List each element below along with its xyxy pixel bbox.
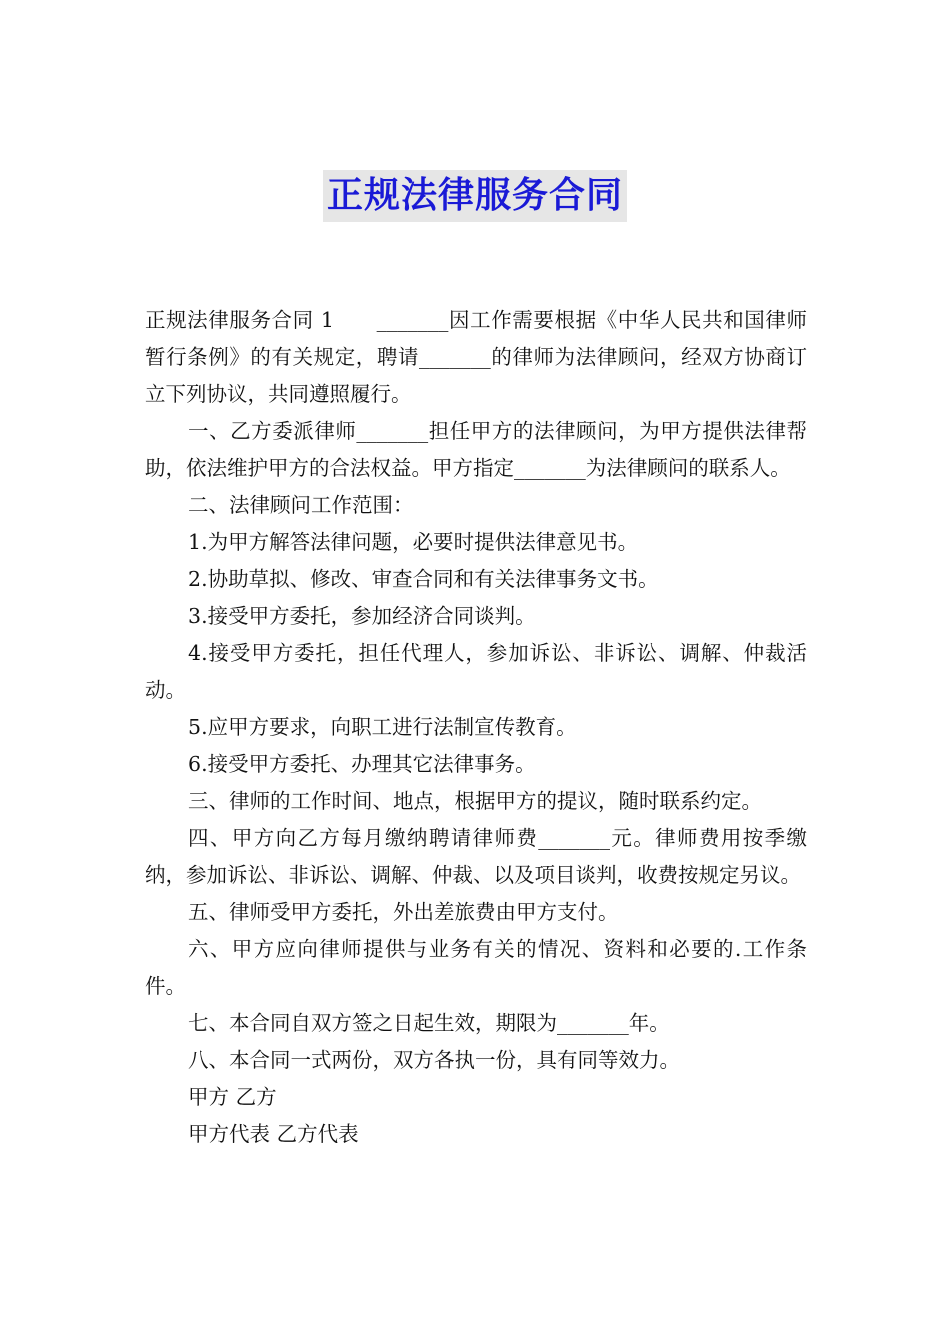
paragraph-clause-5: 五、律师受甲方委托，外出差旅费由甲方支付。	[188, 900, 619, 924]
paragraph-scope-4: 4.接受甲方委托，担任代理人，参加诉讼、非诉讼、调解、仲裁活动。	[145, 641, 807, 702]
paragraph-clause-4: 四、甲方向乙方每月缴纳聘请律师费_______元。律师费用按季缴纳，参加诉讼、非诉讼、调解、仲裁、以及项目谈判，收费按规定另议。	[145, 826, 807, 887]
paragraph-clause-7: 七、本合同自双方签之日起生效，期限为_______年。	[188, 1011, 670, 1035]
document-title: 正规法律服务合同	[323, 170, 627, 222]
title-container	[0, 170, 950, 222]
paragraph-scope-3: 3.接受甲方委托，参加经济合同谈判。	[188, 604, 536, 628]
paragraph-scope-5: 5.应甲方要求，向职工进行法制宣传教育。	[188, 715, 577, 739]
paragraph-clause-6: 六、甲方应向律师提供与业务有关的情况、资料和必要的.工作条件。	[145, 937, 807, 998]
paragraph-scope-1: 1.为甲方解答法律问题，必要时提供法律意见书。	[188, 530, 639, 554]
document-body	[145, 302, 807, 1153]
paragraph-parties: 甲方 乙方	[188, 1085, 277, 1109]
paragraph-clause-8: 八、本合同一式两份，双方各执一份，具有同等效力。	[188, 1048, 681, 1072]
paragraph-scope-2: 2.协助草拟、修改、审查合同和有关法律事务文书。	[188, 567, 659, 591]
paragraph-clause-3: 三、律师的工作时间、地点，根据甲方的提议，随时联系约定。	[188, 789, 763, 813]
paragraph-intro: 正规法律服务合同 1 _______因工作需要根据《中华人民共和国律师暂行条例》的有关规定，聘请_______的律师为法律顾问，经双方协商订立下列协议，共同遵照履行。	[145, 308, 807, 406]
paragraph-clause-1: 一、乙方委派律师_______担任甲方的法律顾问，为甲方提供法律帮助，依法维护甲方的合法权益。甲方指定_______为法律顾问的联系人。	[145, 419, 807, 480]
paragraph-clause-2: 二、法律顾问工作范围：	[188, 493, 414, 517]
paragraph-scope-6: 6.接受甲方委托、办理其它法律事务。	[188, 752, 536, 776]
paragraph-representatives: 甲方代表 乙方代表	[188, 1122, 359, 1146]
